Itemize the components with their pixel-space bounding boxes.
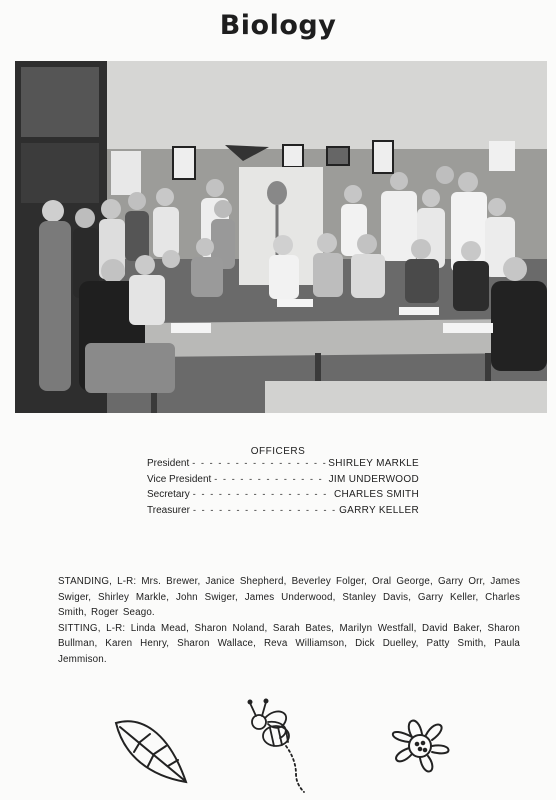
officer-name: JIM UNDERWOOD [328,473,419,485]
decorative-doodles [0,690,556,795]
officer-row-vice-president [147,474,419,490]
officers-heading: OFFICERS [250,446,306,457]
standing-names: Mrs. Brewer, Janice Shepherd, Beverley Folger, Oral George, Garry Orr, James Swiger, Shirley Markle, John Swiger, James Underwood, Stanley Davis, Garry Keller, Charles Smith, Roger Seago. [58,576,521,618]
officer-row-president [147,458,419,474]
bee-icon [248,699,304,792]
officer-name: SHIRLEY MARKLE [328,458,419,469]
leader-dots [192,458,326,468]
officer-role: President [147,458,190,469]
officer-role: Secretary [147,489,190,500]
standing-label: STANDING, L-R: [58,576,137,587]
photo-caption [58,574,520,667]
sitting-names: Linda Mead, Sharon Noland, Sarah Bates, Marilyn Westfall, David Baker, Sharon Bullman, Karen Henry, Sharon Wallace, Reva Williamson, Dick Duelley, Patty Smith, Paula Jemmison. [58,622,521,665]
leader-dots [214,474,326,484]
class-group-photo [15,61,547,413]
flower-icon [393,721,449,772]
leader-dots [193,489,332,499]
officer-role: Treasurer [147,504,190,516]
officer-row-treasurer [147,505,419,521]
officers-list [147,458,419,520]
leader-dots [193,505,337,515]
caption-sitting [58,621,520,668]
officer-role: Vice President [147,473,212,485]
page-title: Biology [219,10,337,41]
officer-name: CHARLES SMITH [333,489,419,500]
officer-row-secretary [147,489,419,505]
sitting-label: SITTING, L-R: [58,622,126,634]
officer-name: GARRY KELLER [339,504,419,516]
leaf-icon [116,721,186,782]
caption-standing [58,574,520,621]
